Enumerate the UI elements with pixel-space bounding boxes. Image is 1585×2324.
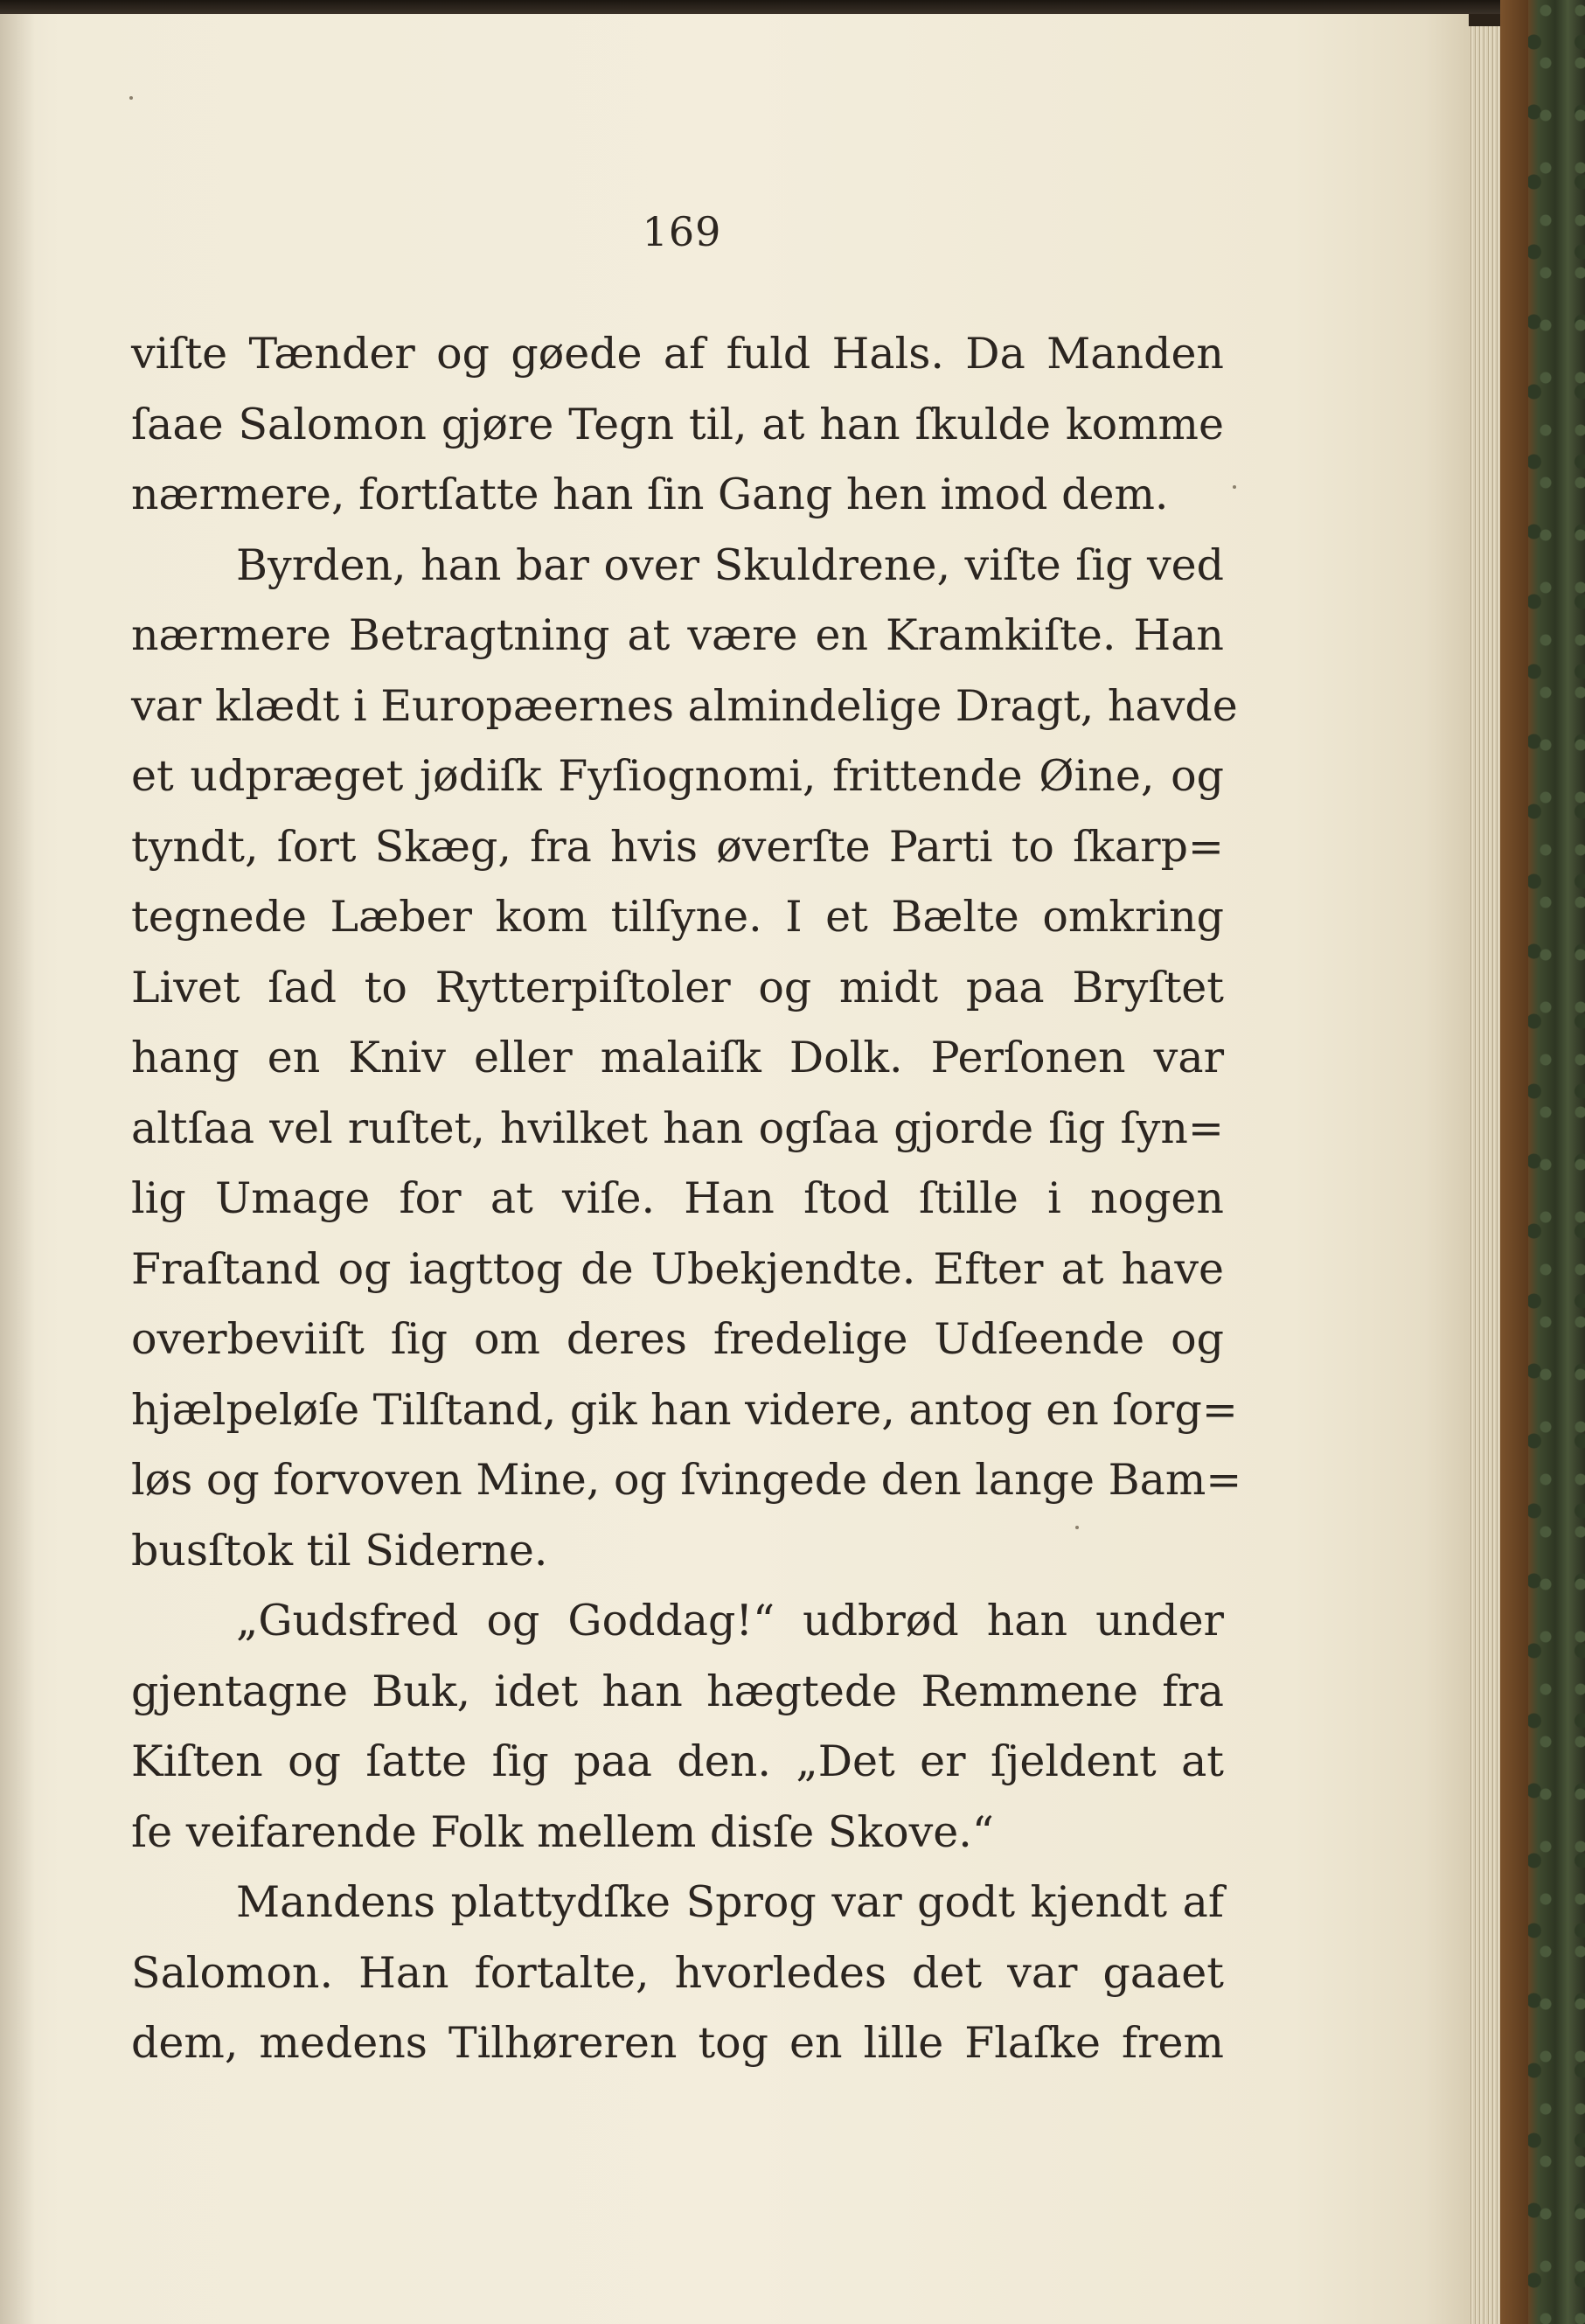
text-line: hjælpeløſe Tilſtand, gik han videre, antog en ſorg= — [131, 1384, 1238, 1435]
gutter-shadow — [0, 9, 35, 2324]
page-edges — [1469, 26, 1500, 2324]
page-number: 169 — [642, 208, 722, 255]
text-line: hang en Kniv eller malaiſk Dolk. Perſonen var — [131, 1033, 1224, 1082]
text-line: Livet ſad to Rytterpiſtoler og midt paa Bryſtet — [131, 962, 1224, 1012]
text-line: Kiſten og ſatte ſig paa den. „Det er ſjeldent at — [131, 1736, 1224, 1786]
text-line: ſe veifarende Folk mellem disſe Skove.“ — [131, 1806, 994, 1857]
book-page — [0, 9, 1469, 2324]
text-line: busſtok til Siderne. — [131, 1525, 548, 1576]
text-line: altſaa vel ruſtet, hvilket han ogſaa gjorde ſig ſyn= — [131, 1103, 1224, 1153]
text-line: dem, medens Tilhøreren tog en lille Flaſke frem — [131, 2018, 1224, 2068]
text-line: nærmere, fortſatte han ſin Gang hen imod dem. — [131, 470, 1169, 519]
text-line: Byrden, han bar over Skuldrene, viſte ſig ved — [236, 539, 1224, 590]
text-line: Fraſtand og iagttog de Ubekjendte. Efter at have — [131, 1243, 1224, 1294]
text-line: et udpræget jødiſk Fyſiognomi, frittende Øine, og — [131, 751, 1224, 801]
text-line: tegnede Læber kom tilſyne. I et Bælte omkring — [131, 892, 1224, 942]
text-line: Salomon. Han fortalte, hvorledes det var gaaet — [131, 1947, 1224, 1998]
text-line: viſte Tænder og gøede af fuld Hals. Da Manden — [131, 329, 1224, 379]
text-line: „Gudsfred og Goddag!“ udbrød han under — [236, 1596, 1224, 1646]
scan-top-edge — [0, 0, 1585, 14]
text-line: ſaae Salomon gjøre Tegn til, at han ſkulde komme — [131, 399, 1224, 449]
text-line: lig Umage for at viſe. Han ſtod ſtille i nogen — [131, 1173, 1224, 1223]
text-line: tyndt, ſort Skæg, fra hvis øverſte Parti to ſkarp= — [131, 821, 1224, 872]
text-line: overbeviiſt ſig om deres fredelige Udſeende og — [131, 1314, 1224, 1364]
text-line: var klædt i Europæernes almindelige Dragt, havde — [131, 680, 1238, 731]
text-line: gjentagne Buk, idet han hægtede Remmene fra — [131, 1666, 1224, 1716]
text-line: nærmere Betragtning at være en Kramkiſte. Han — [131, 610, 1224, 660]
text-line: løs og forvoven Mine, og ſvingede den lange Bam= — [131, 1455, 1242, 1505]
paper-speck — [1233, 485, 1236, 489]
page-text — [131, 319, 1242, 2079]
text-line: Mandens plattydſke Sprog var godt kjendt af — [236, 1877, 1224, 1927]
paper-speck — [129, 96, 133, 100]
cover-leather-spine — [1500, 0, 1528, 2324]
